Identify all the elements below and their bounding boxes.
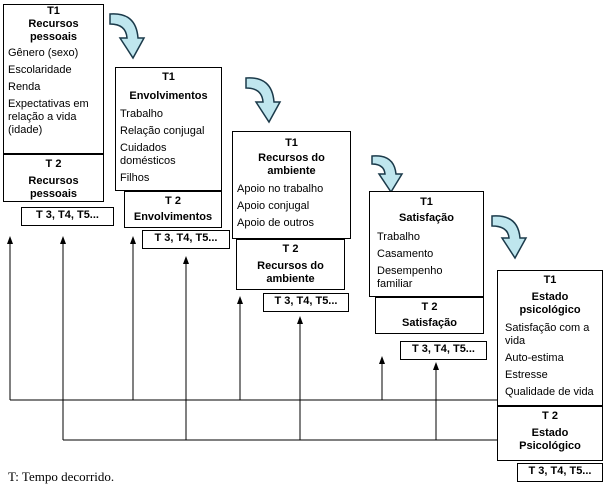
- list-item: Gênero (sexo): [8, 47, 79, 59]
- followup-box: T 3, T4, T5...: [263, 293, 349, 312]
- t2-title: Satisfação: [401, 317, 458, 329]
- arrowhead-7: [379, 356, 385, 364]
- box-title: Envolvimentos: [129, 90, 208, 102]
- arrowhead-8: [433, 362, 439, 370]
- t1-label: T1: [543, 274, 557, 286]
- list-item: Trabalho: [120, 108, 164, 120]
- t2-label: T 2: [421, 301, 438, 313]
- t2-title: Recursos pessoais: [28, 175, 79, 200]
- t2-box-envolvimentos: [124, 191, 222, 228]
- t2-label: T 2: [165, 195, 181, 207]
- list-item: Casamento: [377, 248, 434, 260]
- list-item: Satisfação com a vida: [505, 322, 590, 347]
- followup-box: T 3, T4, T5...: [400, 341, 487, 360]
- list-item: Trabalho: [377, 231, 421, 243]
- curved-arrow-4-icon: [490, 210, 540, 265]
- box-title: Estado psicológico: [519, 291, 581, 316]
- box-title: Recursos do ambiente: [258, 152, 325, 177]
- t2-title: Envolvimentos: [133, 211, 213, 223]
- t1-label: T1: [420, 196, 433, 208]
- list-item: Apoio conjugal: [237, 200, 310, 212]
- followup-box: T 3, T4, T5...: [517, 463, 603, 482]
- t1-label: T1: [285, 137, 298, 149]
- box-title: Satisfação: [398, 212, 455, 224]
- t2-label: T 2: [542, 410, 558, 422]
- t2-box-recursos-ambiente: [236, 239, 345, 290]
- list-item: Renda: [8, 81, 41, 93]
- list-item: Cuidados domésticos: [120, 142, 176, 167]
- t2-title: Estado Psicológico: [519, 427, 581, 452]
- t1-label: T1: [47, 5, 60, 17]
- footnote: T: Tempo decorrido.: [8, 469, 115, 484]
- t1-box-recursos-ambiente: [232, 131, 351, 239]
- arrowhead-6: [297, 316, 303, 324]
- list-item: Apoio de outros: [237, 217, 315, 229]
- arrowhead-5: [237, 296, 243, 304]
- curved-arrow-2-icon: [244, 72, 294, 127]
- list-item: Qualidade de vida: [505, 386, 594, 398]
- list-item: Expectativas em relação a vida (idade): [8, 98, 89, 136]
- t1-box-satisfacao: [369, 191, 484, 297]
- list-item: Apoio no trabalho: [237, 183, 324, 195]
- t2-title: Recursos do ambiente: [257, 260, 324, 285]
- list-item: Escolaridade: [8, 64, 72, 76]
- t1-label: T1: [162, 71, 175, 83]
- arrowhead-4: [183, 256, 189, 264]
- list-item: Desempenho familiar: [377, 265, 443, 290]
- arrowhead-1: [7, 236, 13, 244]
- t2-box-recursos-pessoais: [3, 154, 104, 202]
- list-item: Filhos: [120, 172, 150, 184]
- list-item: Estresse: [505, 369, 548, 381]
- box-title: Recursos pessoais: [28, 18, 79, 43]
- t2-label: T 2: [282, 243, 299, 255]
- followup-box: T 3, T4, T5...: [21, 207, 114, 226]
- t1-box-estado-psicologico: [497, 270, 603, 406]
- arrowhead-3: [130, 236, 136, 244]
- list-item: Auto-estima: [505, 352, 564, 364]
- arrowhead-2: [60, 236, 66, 244]
- t2-box-estado-psicologico: [497, 406, 603, 461]
- list-item: Relação conjugal: [120, 125, 205, 137]
- t2-label: T 2: [45, 158, 62, 170]
- t1-box-recursos-pessoais: [3, 4, 104, 154]
- t2-box-satisfacao: [375, 297, 484, 334]
- curved-arrow-1-icon: [108, 8, 158, 63]
- followup-box: T 3, T4, T5...: [142, 230, 230, 249]
- t1-box-envolvimentos: [115, 67, 222, 191]
